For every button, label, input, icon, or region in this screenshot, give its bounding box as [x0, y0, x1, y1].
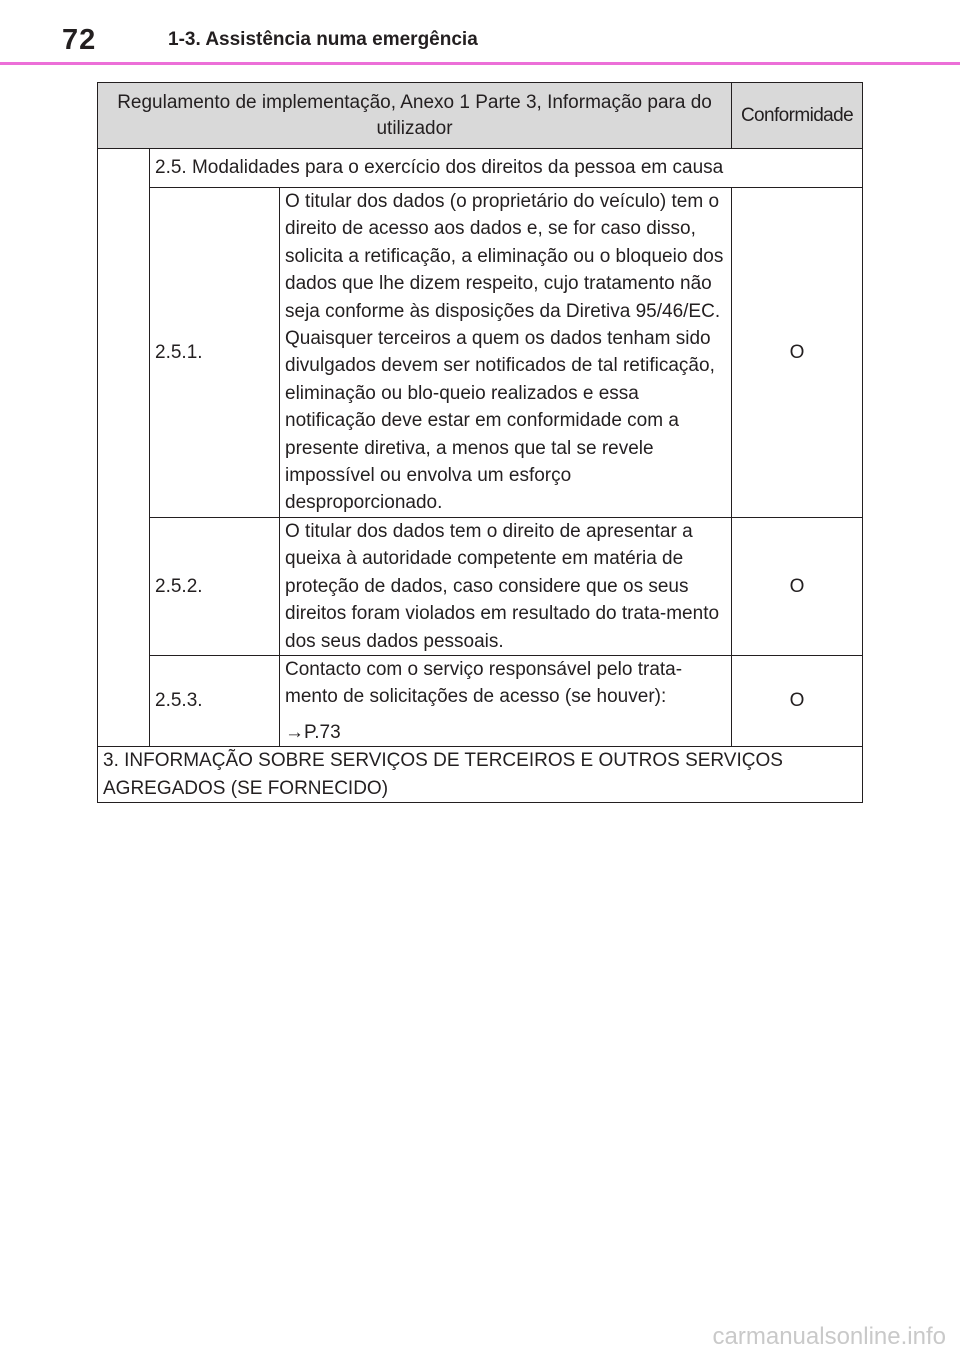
table-header-regulation: Regulamento de implementação, Anexo 1 Parte 3, Informação para do utilizador [98, 83, 732, 149]
row-id: 2.5.2. [150, 517, 280, 655]
table-header-conformity: Conformidade [732, 83, 863, 149]
row-text: O titular dos dados tem o direito de apresentar a queixa à autoridade competente em matéria de proteção de dados, caso considere que os seus direitos foram violados em resultado do trata-mento dos seus dados pessoais. [280, 517, 732, 655]
table-row [98, 188, 863, 518]
table-row [98, 517, 863, 655]
table-row [98, 655, 863, 746]
row-text: O titular dos dados (o proprietário do veículo) tem o direito de acesso aos dados e, se for caso disso, solicita a retificação, a eliminação ou o bloqueio dos dados que lhe dizem respeito, cujo tratamento não seja conforme às disposições da Diretiva 95/46/EC. Quaisquer terceiros a quem os dados tenham sido divulgados devem ser notificados de tal retificação, eliminação ou blo-queio realizados e essa notificação deve estar em conformidade com a presente diretiva, a menos que tal se revele impossível ou envolva um esforço desproporcionado. [280, 188, 732, 518]
watermark: carmanualsonline.info [712, 1323, 946, 1350]
subsection-row [98, 149, 863, 188]
row-text: Contacto com o serviço responsável pelo trata-mento de solicitações de acesso (se houver): [285, 658, 683, 708]
table-header-row [98, 83, 863, 149]
row-conformity: O [732, 188, 863, 518]
header-divider [0, 62, 960, 65]
row-id: 2.5.1. [150, 188, 280, 518]
footer-section-title: 3. INFORMAÇÃO SOBRE SERVIÇOS DE TERCEIROS E OUTROS SERVIÇOS AGREGADOS (SE FORNECIDO) [98, 747, 863, 803]
footer-row [98, 747, 863, 803]
row-text-cell [280, 655, 732, 746]
section-title: 1-3. Assistência numa emergência [168, 29, 478, 50]
page-header [0, 0, 960, 64]
indent-cell [98, 149, 150, 747]
row-conformity: O [732, 517, 863, 655]
regulation-table [97, 82, 863, 803]
page-reference-link[interactable]: →P.73 [285, 721, 341, 743]
row-conformity: O [732, 655, 863, 746]
page-number: 72 [62, 24, 97, 56]
subsection-title: 2.5. Modalidades para o exercício dos direitos da pessoa em causa [150, 149, 863, 188]
row-id: 2.5.3. [150, 655, 280, 746]
